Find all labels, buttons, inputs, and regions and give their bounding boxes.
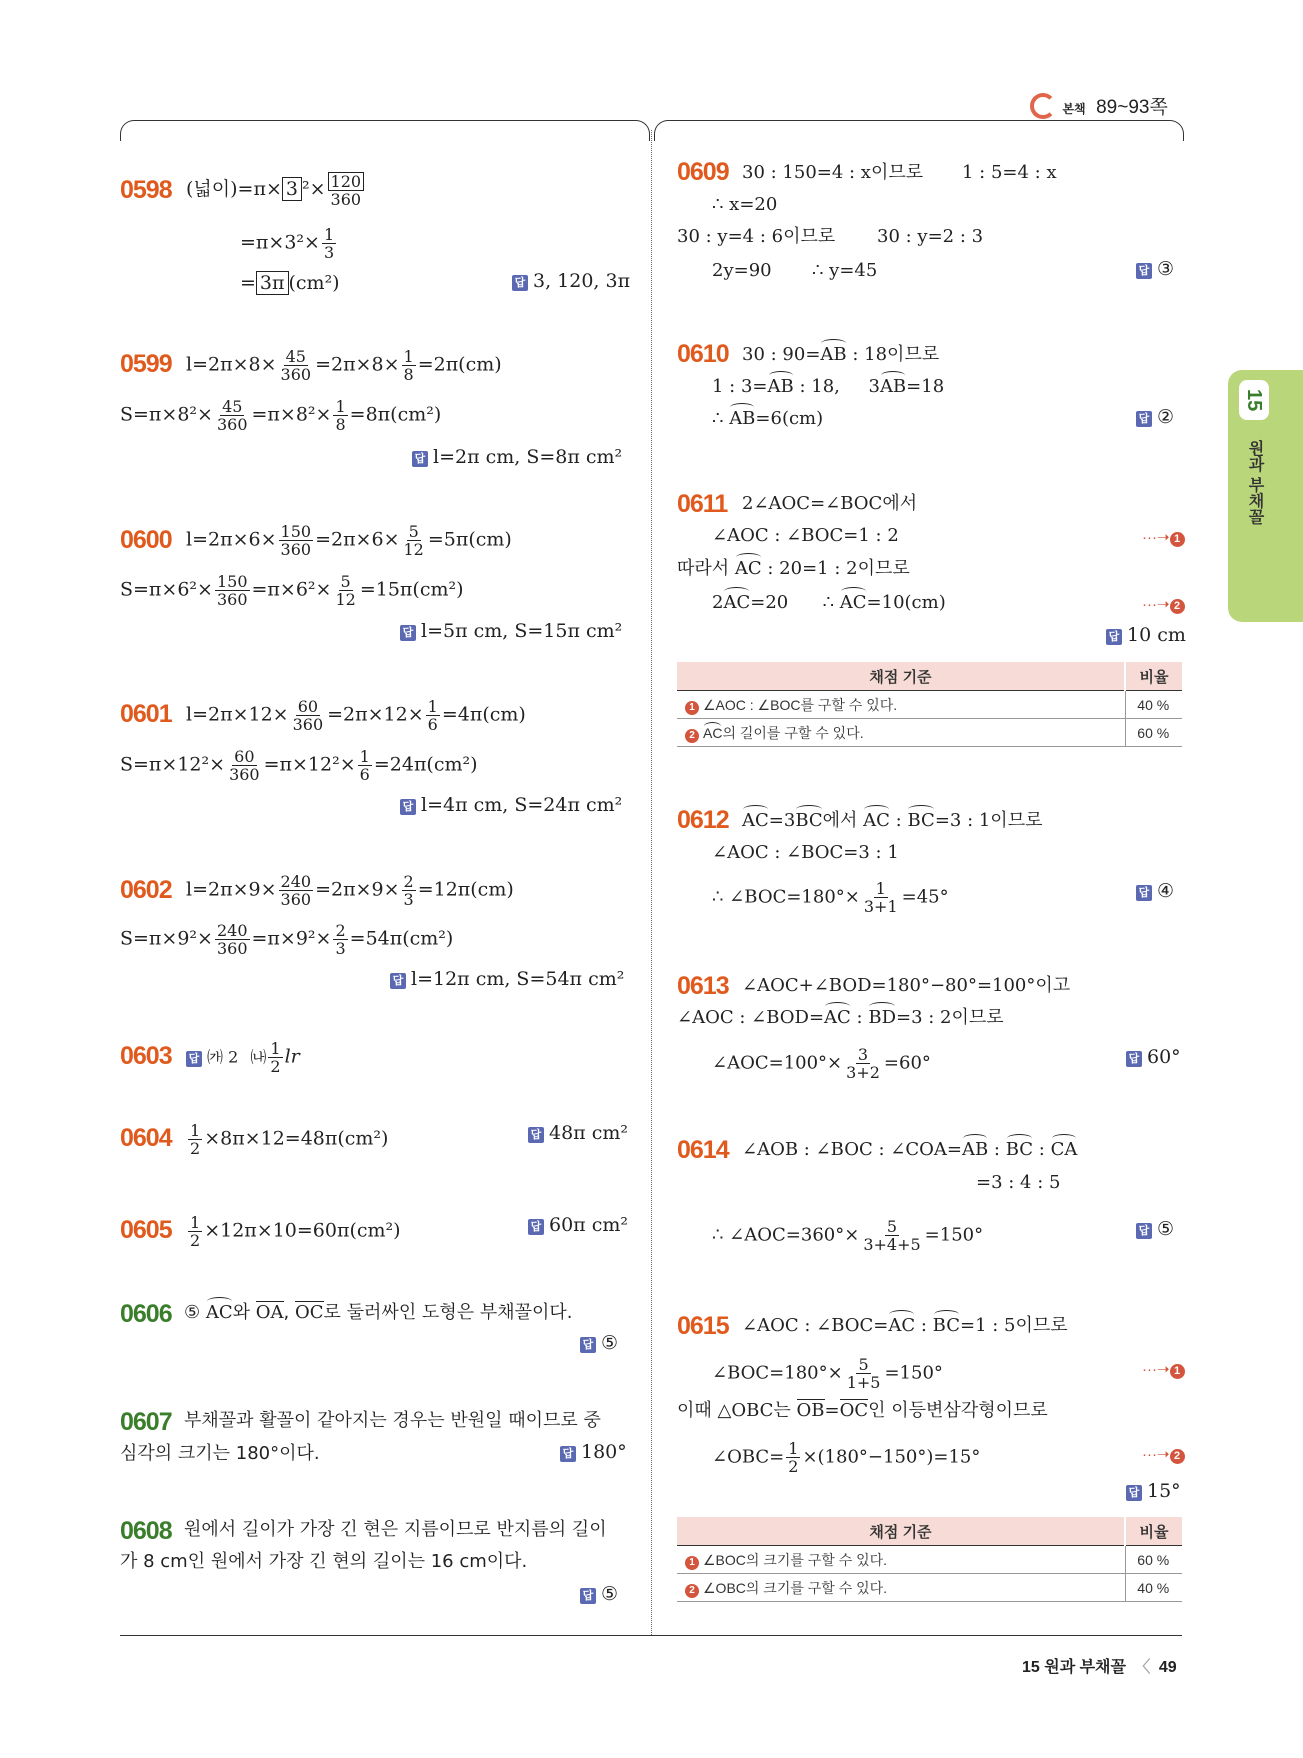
solution-line: ∠AOB : ∠BOC : ∠COA=AB : BC : CA	[742, 1137, 1077, 1163]
solution-line: 30 : 150=4 : x이므로	[742, 162, 924, 183]
criteria-row: 2 AC의 길이를 구할 수 있다.	[677, 719, 1125, 747]
solution-line: S=π×9²× $\frac{240}{360}$ =π×9²× $\frac{2}{3}$ =54π(cm²)	[120, 921, 454, 958]
answer: 답 ④	[1136, 880, 1174, 902]
solution-line: 30 : 90=AB : 18이므로	[742, 342, 939, 368]
solution-line: ∠AOC : ∠BOC=AC : BC=1 : 5이므로	[742, 1313, 1068, 1339]
solution-line: l=2π×12× $\frac{60}{360}$ =2π×12× $\frac{1}{6}$ =4π(cm)	[186, 697, 526, 734]
solution-line: 2y=90	[712, 260, 772, 281]
solution-line: ∴ x=20	[712, 194, 778, 215]
problem-number: 0609	[677, 158, 729, 186]
answer: 답 ③	[1136, 258, 1174, 280]
problem-number: 0614	[677, 1136, 729, 1164]
step-marker: ···➝ 1	[1142, 528, 1185, 547]
problem-number: 0608	[120, 1517, 172, 1545]
ratio-header: 비율	[1125, 662, 1182, 691]
solution-line: ∠AOC : ∠BOC=1 : 2	[712, 525, 899, 546]
solution-line: l=2π×6× $\frac{150}{360}$ =2π×6× $\frac{5}{12}$ =5π(cm)	[186, 522, 512, 559]
problem-number: 0611	[677, 490, 728, 518]
problem-number: 0598	[120, 176, 172, 204]
solution-line: ∴ AB=6(cm)	[712, 406, 823, 432]
solution-line: ∠AOC+∠BOD=180°−80°=100°이고	[742, 975, 1071, 996]
problem-number: 0601	[120, 700, 172, 728]
footer	[1022, 1654, 1177, 1677]
solution-line: =3 : 4 : 5	[976, 1172, 1061, 1193]
solution-line: =π×3²× $\frac{1}{3}$	[240, 225, 335, 262]
solution-line: 2AC=20 ∴ AC=10(cm)	[712, 590, 946, 616]
problem-number: 0615	[677, 1312, 729, 1340]
criteria-row: 1 ∠BOC의 크기를 구할 수 있다.	[677, 1546, 1125, 1574]
ref-label: 본책	[1062, 102, 1086, 116]
solution-line: ∠AOC : ∠BOC=3 : 1	[712, 842, 899, 863]
problem-number: 0603	[120, 1042, 172, 1070]
solution-line: 1 : 5=4 : x	[962, 162, 1057, 183]
step-marker: ···➝ 2	[1142, 595, 1185, 614]
solution-line: ∠AOC : ∠BOD=AC : BD=3 : 2이므로	[677, 1005, 1004, 1031]
answer: 답 180°	[560, 1441, 627, 1463]
solution-line: 30 : y=4 : 6이므로	[677, 226, 836, 247]
problem-number: 0613	[677, 972, 729, 1000]
grading-criteria-table: 채점 기준 비율 1 ∠BOC의 크기를 구할 수 있다. 60 % 2 ∠OBC의 크기를 구할 수 있다. 40 %	[677, 1517, 1182, 1602]
chevron-left-icon: 〈	[1134, 1659, 1151, 1676]
solution-line: 부채꼴과 활꼴이 같아지는 경우는 반원일 때이므로 중	[184, 1410, 601, 1431]
answer: 답 ⑤	[1136, 1218, 1174, 1240]
solution-line: 가 8 cm인 원에서 가장 긴 현의 길이는 16 cm이다.	[120, 1551, 528, 1572]
solution-line: ⑤ AC와 OA, OC로 둘러싸인 도형은 부채꼴이다.	[184, 1300, 572, 1326]
answer: 답 l=2π cm, S=8π cm²	[412, 446, 622, 468]
answer: 답 ⑤	[580, 1583, 618, 1605]
solution-line: ∠AOC=100°× $\frac{3}{3+2}$ =60°	[712, 1045, 931, 1082]
right-frame	[654, 120, 1184, 141]
answer: 답 3, 120, 3π	[512, 270, 630, 292]
step-marker: ···➝ 2	[1142, 1445, 1185, 1464]
page-reference	[1030, 92, 1168, 119]
answer: 답 60°	[1126, 1046, 1181, 1068]
problem-number: 0600	[120, 526, 172, 554]
solution-line: l=2π×8× $\frac{45}{360}$ =2π×8× $\frac{1}{8}$ =2π(cm)	[186, 347, 502, 384]
solution-line: l=2π×9× $\frac{240}{360}$ =2π×9× $\frac{2}{3}$ =12π(cm)	[186, 872, 514, 909]
solution-line: $\frac{1}{2}$ ×12π×10=60π(cm²)	[190, 1213, 401, 1250]
solution-line: 따라서 AC : 20=1 : 2이므로	[677, 556, 910, 582]
ratio-header: 비율	[1125, 1517, 1182, 1546]
solution-line: = 3π (cm²)	[240, 272, 340, 294]
problem-number: 0602	[120, 876, 172, 904]
solution-line: ∠OBC= $\frac{1}{2}$ ×(180°−150°)=15°	[712, 1439, 981, 1476]
solution-line: ∴ ∠AOC=360°× $\frac{5}{3+4+5}$ =150°	[712, 1217, 984, 1254]
problem-number: 0605	[120, 1216, 172, 1244]
solution-line: S=π×8²× $\frac{45}{360}$ =π×8²× $\frac{1}{8}$ =8π(cm²)	[120, 397, 442, 434]
bottom-rule	[120, 1635, 1182, 1636]
problem-number: 0604	[120, 1124, 172, 1152]
solution-line: ∴ y=45	[812, 260, 878, 281]
grading-criteria-table: 채점 기준 비율 1 ∠AOC : ∠BOC를 구할 수 있다. 40 % 2 AC의 길이를 구할 수 있다. 60 %	[677, 662, 1182, 747]
solution-line: 2∠AOC=∠BOC에서	[742, 493, 918, 514]
solution-line: 원에서 길이가 가장 긴 현은 지름이므로 반지름의 길이	[184, 1519, 607, 1540]
chapter-side-tab	[1228, 370, 1303, 622]
problem-number: 0607	[120, 1408, 172, 1436]
criteria-header: 채점 기준	[677, 1517, 1125, 1546]
solution-line: 30 : y=2 : 3	[877, 226, 984, 247]
chapter-number-text: 15	[1243, 388, 1265, 412]
solution-line: $\frac{1}{2}$ ×8π×12=48π(cm²)	[190, 1121, 389, 1158]
refresh-arrow-icon	[1030, 93, 1056, 119]
footer-chapter: 15 원과 부채꼴	[1022, 1659, 1126, 1676]
criteria-row: 2 ∠OBC의 크기를 구할 수 있다.	[677, 1574, 1125, 1602]
problem-number: 0606	[120, 1300, 172, 1328]
solution-line: 답 ㈎ 2 ㈏ $\frac{1}{2}$ lr	[186, 1040, 300, 1075]
answer: 답 48π cm²	[528, 1122, 628, 1144]
problem-number: 0612	[677, 806, 729, 834]
answer: 답 l=12π cm, S=54π cm²	[390, 968, 624, 990]
answer: 답 15°	[1126, 1480, 1181, 1502]
answer: 답 l=4π cm, S=24π cm²	[400, 794, 622, 816]
page-number: 49	[1158, 1659, 1177, 1676]
solution-line: 1 : 3=AB : 18, 3AB=18	[712, 374, 944, 400]
column-divider	[651, 130, 652, 1635]
criteria-row: 1 ∠AOC : ∠BOC를 구할 수 있다.	[677, 691, 1125, 719]
solution-line: ∠BOC=180°× $\frac{5}{1+5}$ =150°	[712, 1355, 943, 1392]
problem-number: 0599	[120, 350, 172, 378]
answer: 답 ⑤	[580, 1332, 618, 1354]
solution-line: (넓이)=π× 3 ²× $\frac{120}{360}$	[186, 172, 366, 208]
solution-line: 이때 △OBC는 OB=OC인 이등변삼각형이므로	[677, 1400, 1048, 1421]
criteria-header: 채점 기준	[677, 662, 1125, 691]
solution-line: 심각의 크기는 180°이다.	[120, 1443, 320, 1464]
solution-line: S=π×6²× $\frac{150}{360}$ =π×6²× $\frac{5}{12}$ =15π(cm²)	[120, 572, 464, 609]
chapter-title: 원과 부채꼴	[1246, 440, 1263, 525]
step-marker: ···➝ 1	[1142, 1360, 1185, 1379]
solution-line: S=π×12²× $\frac{60}{360}$ =π×12²× $\frac{1}{6}$ =24π(cm²)	[120, 747, 478, 784]
solution-line: ∴ ∠BOC=180°× $\frac{1}{3+1}$ =45°	[712, 879, 949, 916]
answer: 답 10 cm	[1106, 624, 1186, 646]
problem-number: 0610	[677, 340, 729, 368]
left-frame	[120, 120, 650, 141]
ref-pages: 89~93쪽	[1096, 97, 1168, 118]
answer: 답 l=5π cm, S=15π cm²	[400, 620, 622, 642]
answer: 답 ②	[1136, 406, 1174, 428]
solution-line: AC=3BC에서 AC : BC=3 : 1이므로	[742, 808, 1042, 834]
answer: 답 60π cm²	[528, 1214, 628, 1236]
